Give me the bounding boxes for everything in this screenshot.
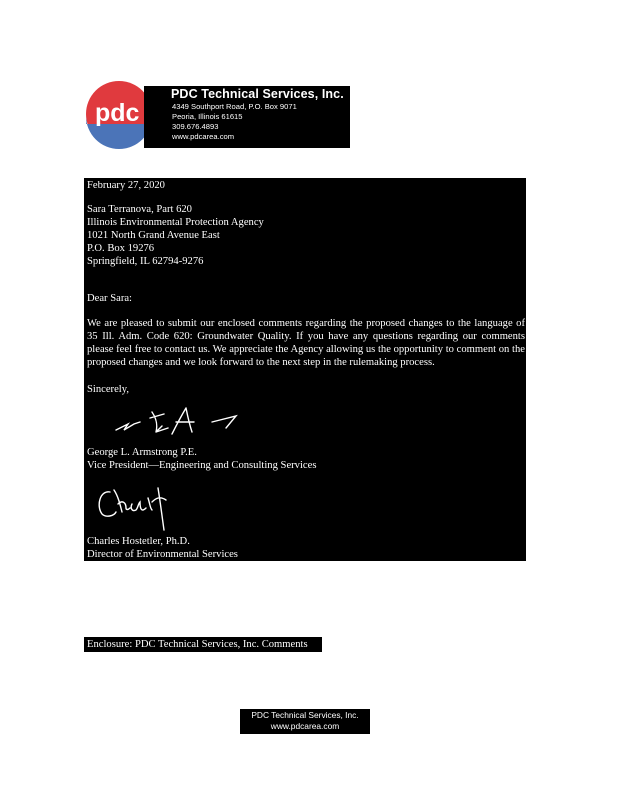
letter-paragraph: We are pleased to submit our enclosed comments regarding the proposed changes to the language of 35 Ill. Adm. Code 620: Groundwater Quality. If you have any questions regarding our comments please feel free to contact us. We appreciate the Agency allowing us the opportunity to comment on the proposed changes and we look forward to the next step in the rulemaking process. bbox=[87, 318, 525, 368]
letterhead bbox=[144, 86, 350, 148]
recipient-line: P.O. Box 19276 bbox=[87, 243, 155, 254]
salutation: Dear Sara: bbox=[87, 293, 132, 304]
logo-text: pdc bbox=[95, 99, 140, 127]
enclosure-note bbox=[84, 637, 322, 652]
signer1-name: George L. Armstrong P.E. bbox=[87, 447, 197, 458]
address-line-2: Peoria, Illinois 61615 bbox=[172, 112, 243, 121]
recipient-line: Illinois Environmental Protection Agency bbox=[87, 217, 264, 228]
address-line-1: 4349 Southport Road, P.O. Box 9071 bbox=[172, 102, 297, 111]
enclosure-text: Enclosure: PDC Technical Services, Inc. Comments bbox=[87, 639, 308, 650]
footer-website: www.pdcarea.com bbox=[270, 721, 340, 731]
signer2-name: Charles Hostetler, Ph.D. bbox=[87, 536, 190, 547]
letter-body bbox=[84, 178, 526, 561]
recipient-line: Sara Terranova, Part 620 bbox=[87, 204, 192, 215]
signer1-title: Vice President—Engineering and Consulting Services bbox=[87, 460, 317, 471]
footer bbox=[240, 709, 370, 734]
phone-number: 309.676.4893 bbox=[172, 122, 219, 131]
signature-george-armstrong bbox=[112, 404, 252, 444]
signature-charles-hostetler bbox=[92, 480, 192, 534]
website: www.pdcarea.com bbox=[172, 132, 235, 141]
letter-date: February 27, 2020 bbox=[87, 180, 165, 191]
closing: Sincerely, bbox=[87, 384, 129, 395]
company-name: PDC Technical Services, Inc. bbox=[171, 87, 344, 101]
recipient-line: Springfield, IL 62794-9276 bbox=[87, 256, 204, 267]
footer-company: PDC Technical Services, Inc. bbox=[251, 710, 359, 720]
signer2-title: Director of Environmental Services bbox=[87, 549, 238, 560]
recipient-line: 1021 North Grand Avenue East bbox=[87, 230, 220, 241]
